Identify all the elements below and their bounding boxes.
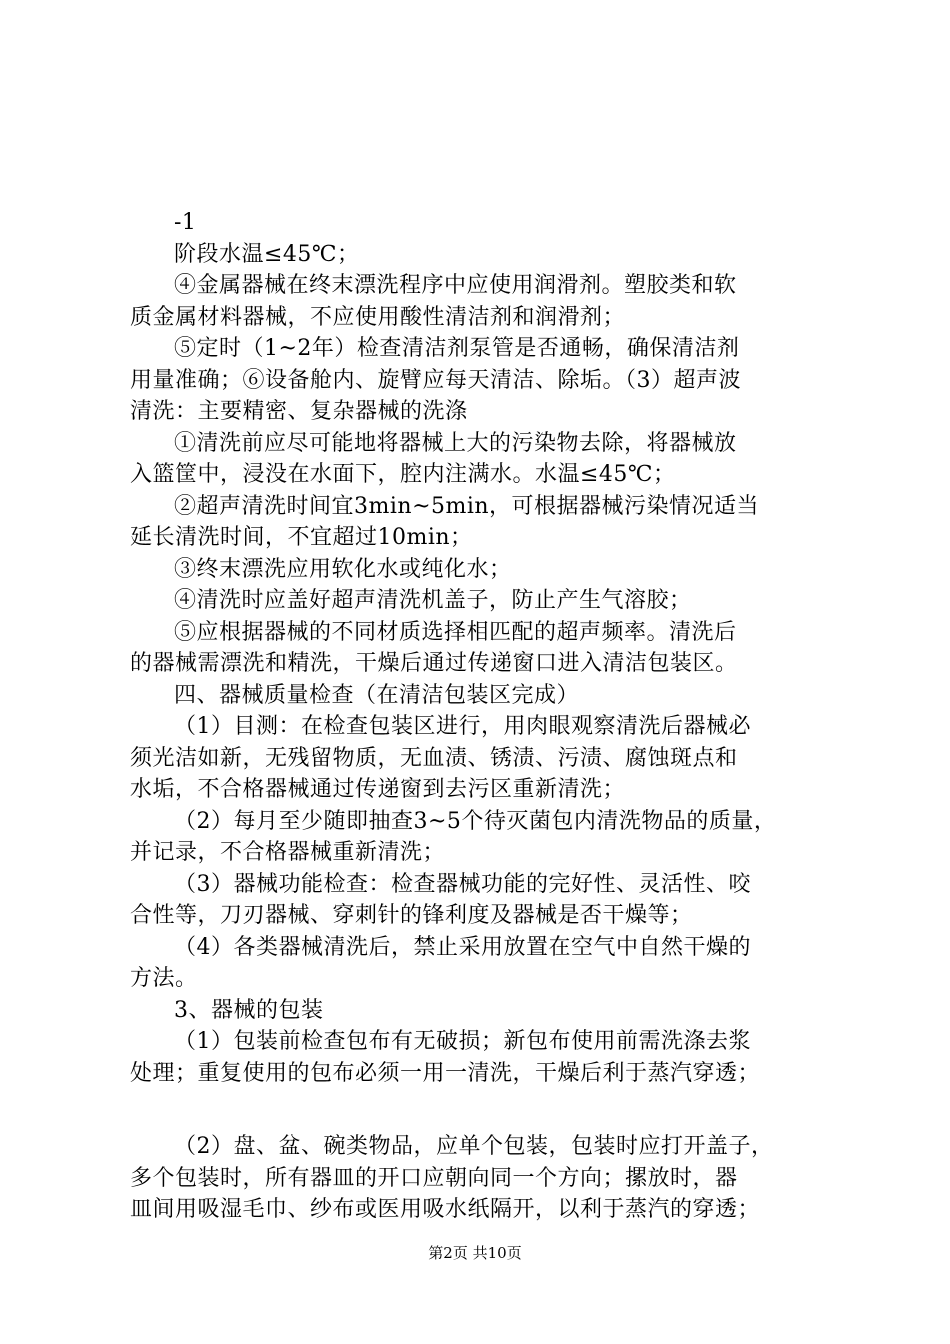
section-heading: 3、器械的包装 <box>174 997 324 1023</box>
text-line: （3）器械功能检查：检查器械功能的完好性、灵活性、咬 <box>174 871 751 897</box>
paragraph-spacer <box>130 1089 835 1131</box>
text-line: 清洗：主要精密、复杂器械的洗涤 <box>130 399 468 424</box>
text-line: （2）盘、盆、碗类物品，应单个包装，包装时应打开盖子， <box>174 1134 774 1159</box>
text-line: 水垢，不合格器械通过传递窗到去污区重新清洗； <box>130 777 626 802</box>
text-line: （1）目测：在检查包装区进行，用肉眼观察清洗后器械必 <box>174 714 751 739</box>
text-line: 皿间用吸湿毛巾、纱布或医用吸水纸隔开，以利于蒸汽的穿透； <box>130 1197 761 1222</box>
text-line: 须光洁如新，无残留物质，无血渍、锈渍、污渍、腐蚀斑点和 <box>130 745 738 771</box>
text-line: ④清洗时应盖好超声清洗机盖子，防止产生气溶胶； <box>174 588 692 613</box>
document-body <box>130 207 835 1226</box>
text-line: 合性等，刀刃器械、穿刺针的锋利度及器械是否干燥等； <box>130 903 693 928</box>
text-line: 的器械需漂洗和精洗，干燥后通过传递窗口进入清洁包装区。 <box>130 651 738 676</box>
text-line: ②超声清洗时间宜3min~5min，可根据器械污染情况适当 <box>174 493 760 519</box>
text-line: 处理；重复使用的包布必须一用一清洗，干燥后利于蒸汽穿透； <box>130 1060 761 1086</box>
text-line: 用量准确；⑥设备舱内、旋臂应每天清洁、除垢。（3）超声波 <box>130 367 741 393</box>
text-line: 阶段水温≤45℃； <box>174 241 360 267</box>
text-line: （4）各类器械清洗后，禁止采用放置在空气中自然干燥的 <box>174 934 751 960</box>
text-line: ①清洗前应尽可能地将器械上大的污染物去除，将器械放 <box>174 430 737 456</box>
text-line: -1 <box>174 210 197 235</box>
text-line: （1）包装前检查包布有无破损；新包布使用前需洗涤去浆 <box>174 1029 751 1054</box>
text-line: （2）每月至少随即抽查3~5个待灭菌包内清洗物品的质量， <box>174 808 777 834</box>
text-line: ③终末漂洗应用软化水或纯化水； <box>174 556 512 582</box>
text-line: ④金属器械在终末漂洗程序中应使用润滑剂。塑胶类和软 <box>174 273 737 298</box>
section-heading: 四、器械质量检查（在清洁包装区完成） <box>174 682 580 708</box>
text-line: ⑤应根据器械的不同材质选择相匹配的超声频率。清洗后 <box>174 619 737 645</box>
text-line: 延长清洗时间，不宜超过10min； <box>130 525 473 550</box>
text-line: 并记录，不合格器械重新清洗； <box>130 840 446 865</box>
page-footer: 第2页 共10页 <box>428 1244 522 1262</box>
text-line: ⑤定时（1~2年）检查清洁剂泵管是否通畅，确保清洁剂 <box>174 336 740 361</box>
text-line: 入篮筐中，浸没在水面下，腔内注满水。水温≤45℃； <box>130 462 676 487</box>
text-line: 质金属材料器械，不应使用酸性清洁剂和润滑剂； <box>130 304 626 330</box>
text-line: 方法。 <box>130 966 198 991</box>
text-line: 多个包装时，所有器皿的开口应朝向同一个方向；摞放时，器 <box>130 1165 738 1191</box>
